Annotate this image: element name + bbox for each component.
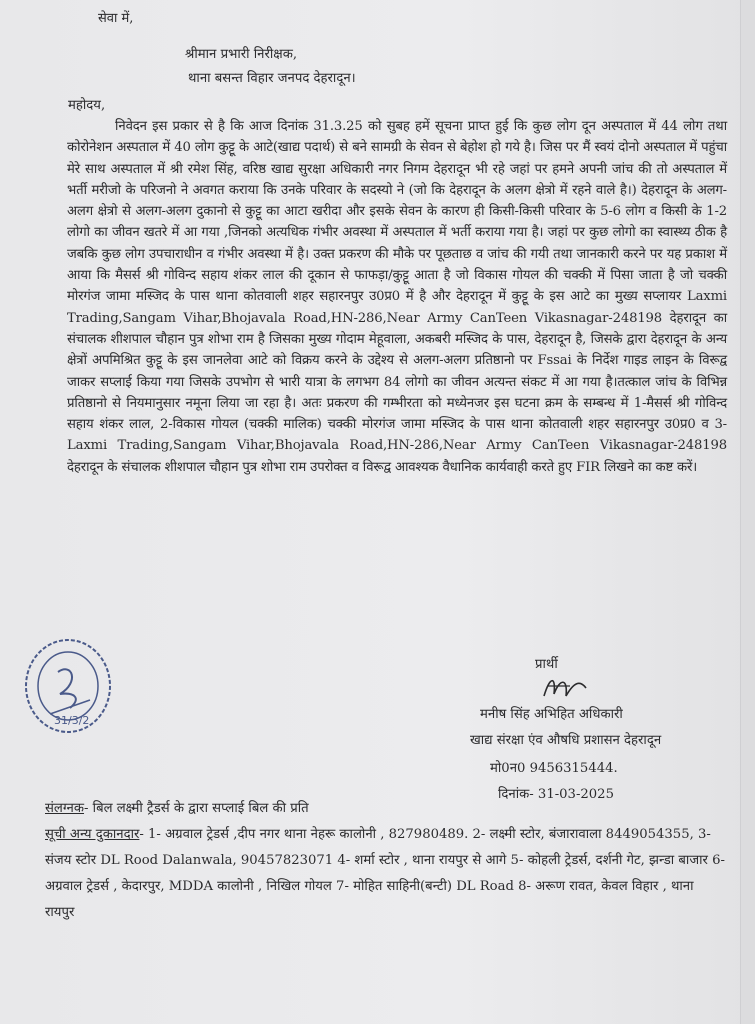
page-edge xyxy=(740,0,755,1024)
letter-body: निवेदन इस प्रकार से है कि आज दिनांक 31.3.25 को सुबह हमें सूचना प्राप्त हुई कि कुछ लोग दून अस्पताल में 44 लोग तथा कोरोनेशन अस्पताल में 40 लोग कुट्टू के आटे(खाद्य पदार्थ) से बने सामग्री के सेवन से बेहोश हो गये है। जिस पर मैं स्वयं दोनो अस्पताल में पहुंचा मेरे साथ अस्पताल में श्री रमेश सिंह, वरिष्ठ खाद्य सुरक्षा अधिकारी नगर निगम देहरादून भी रहे जहां पर हमने अपनी जांच की तो अस्पताल में भर्ती मरीजो के परिजनो ने अवगत कराया कि उनके परिवार के सदस्यो ने (जो कि देहरादून के अलग क्षेत्रो में रहने वाले है।) देहरादून के अलग-अलग क्षेत्रो से अलग-अलग दुकानो से कुट्टू का आटा खरीदा और इसके सेवन के कारण ही किसी-किसी परिवार के 5-6 लोग व किसी के 1-2 लोगो का जीवन खतरे में आ गया ,जिनको अत्यधिक गंभीर अवस्था में अस्पताल में भर्ती कराया गया है। जहां पर कुछ लोगो का स्वास्थ्य ठीक है जबकि कुछ लोग उपचाराधीन व गंभीर अवस्था में है। उक्त प्रकरण की मौके पर पूछताछ व जांच की गयी तथा जानकारी करने पर यह प्रकाश में आया कि मैसर्स श्री गोविन्द सहाय शंकर लाल की दूकान से फाफड़ा/कुट्टू आता है जो विकास गोयल की चक्की में पिसा जाता है जो चक्की मोरगंज जामा मस्जिद के पास थाना कोतवाली शहर सहारनपुर उ0प्र0 में है और देहरादून में कुट्टू के इस आटे का मुख्य सप्लायर Laxmi Trading,Sangam Vihar,Bhojavala Road,HN-286,Near Army CanTeen Vikasnagar-248198 देहरादून का संचालक शीशपाल चौहान पुत्र शोभा राम है जिसका मुख्य गोदाम मेहूवाला, अकबरी मस्जिद के पास, देहरादून है, जिसके द्वारा देहरादून के अन्य क्षेत्रों अपमिश्रित कुट्टू के इस जानलेवा आटे को विक्रय करने के उद्देश्य से अलग-अलग प्रतिष्ठानो पर Fssai के निर्देश गाइड लाइन के विरूद्व जाकर सप्लाई किया गया जिसके उपभोग से भारी यात्रा के लगभग 84 लोगो का जीवन अत्यन्त संकट में आ गया है।तत्काल जांच के विभिन्न प्रतिष्ठानो से नियमानुसार नमूना लिया जा रहा है। अतः प्रकरण की गम्भीरता को मध्येनजर इस घटना क्रम के सम्बन्ध में 1-मैसर्स श्री गोविन्द सहाय शंकर लाल, 2-विकास गोयल (चक्की मालिक) चक्की मोरगंज जामा मस्जिद के पास थाना कोतवाली शहर सहारनपुर उ0प्र0 व 3-Laxmi Trading,Sangam Vihar,Bhojavala Road,HN-286,Near Army CanTeen Vikasnagar-248198 देहरादून के संचालक शीशपाल चौहान पुत्र शोभा राम उपरोक्त व विरूद्व आवश्यक वैधानिक कार्यवाही करते हुए FIR लिखने का कष्ट करें। xyxy=(67,119,727,475)
address-line-2: थाना बसन्त विहार जनपद देहरादून। xyxy=(188,71,356,86)
other-shops-text: - 1- अग्रवाल ट्रेडर्स ,दीप नगर थाना नेहरू कालोनी , 827980489. 2- लक्ष्मी स्टोर, बंजारावाला 8449054355, 3- संजय स्टोर DL Rood Dalanwala, 90457823071 4- शर्मा स्टोर , थाना रायपुर से आगे 5- कोहली ट्रेडर्स, दर्शनी गेट, झन्डा बाजार 6- अग्रवाल ट्रेडर्स , केदारपुर, MDDA कालोनी , निखिल गोयल 7- मोहित साहिनी(बन्टी) DL Road 8- अरूण रावत, केवल विहार , थाना रायपुर xyxy=(45,827,725,920)
enclosure-label: संलग्नक xyxy=(45,801,85,816)
greeting: महोदय, xyxy=(68,98,106,113)
applicant-label: प्रार्थी xyxy=(535,657,558,672)
salutation: सेवा में, xyxy=(98,11,134,26)
enclosure-text: - बिल लक्ष्मी ट्रैडर्स के द्वारा सप्लाई बिल की प्रति xyxy=(84,801,309,816)
officer-name: मनीष सिंह अभिहित अधिकारी xyxy=(480,707,623,722)
office-stamp xyxy=(20,632,116,740)
other-shops-list xyxy=(45,822,725,926)
enclosure xyxy=(45,798,309,816)
officer-office: खाद्य संरक्षा एंव औषधि प्रशासन देहरादून xyxy=(470,733,662,748)
other-shops-label: सूची अन्य दुकानदार xyxy=(45,827,140,842)
address-line-1: श्रीमान प्रभारी निरीक्षक, xyxy=(185,47,298,62)
handwritten-signature xyxy=(540,672,590,702)
letter-date: दिनांक- 31-03-2025 xyxy=(498,787,614,802)
officer-mobile: मो0न0 9456315444. xyxy=(490,761,618,776)
stamp-date: 31/3/2 xyxy=(54,714,90,727)
